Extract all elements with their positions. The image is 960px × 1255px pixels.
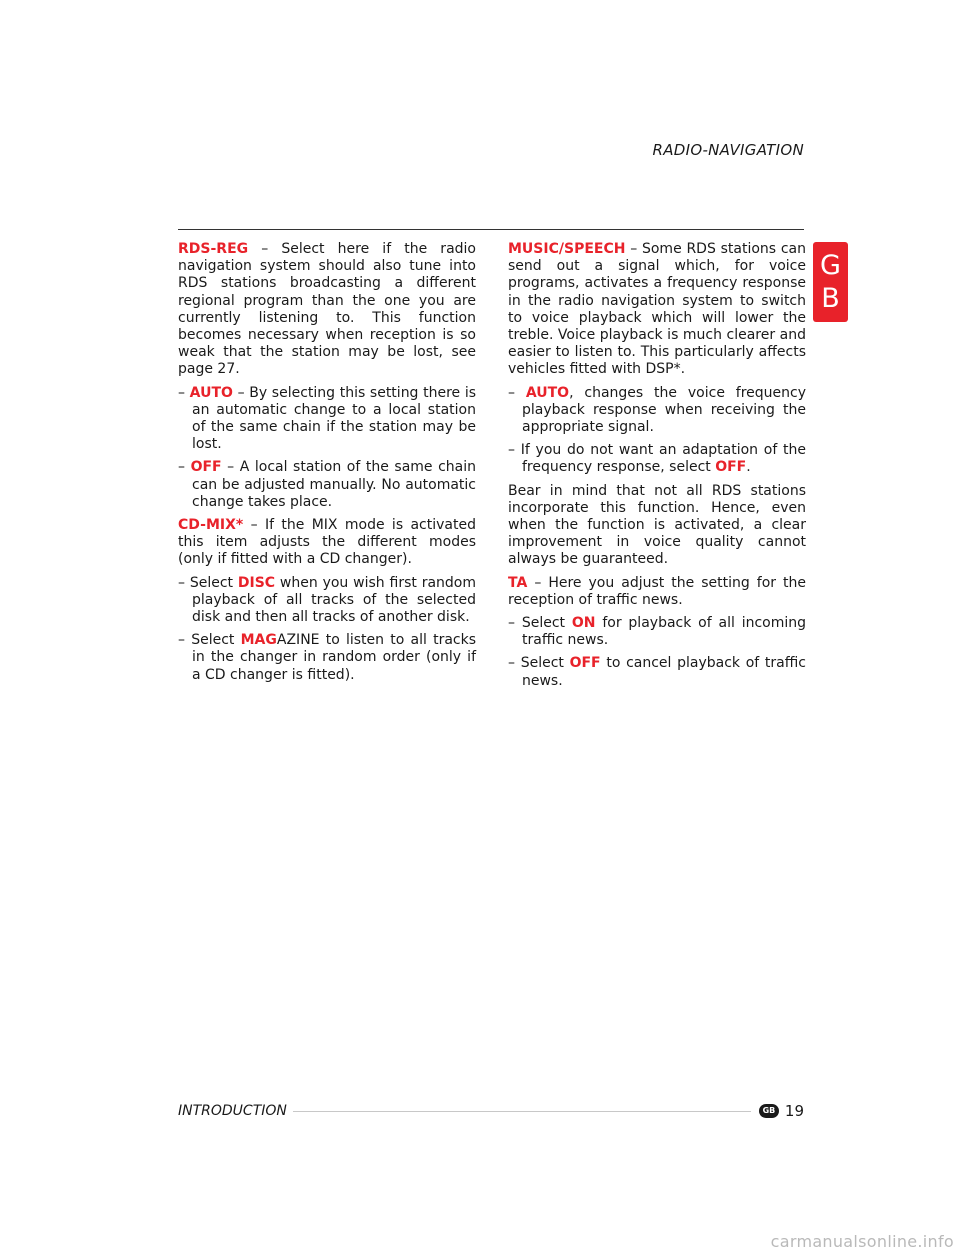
ta-text: – Here you adjust the setting for the reception of traffic news. xyxy=(508,574,806,608)
voice-off-keyword: OFF xyxy=(715,459,747,476)
voice-auto-text: , changes the voice frequency playback response when receiving the appropriate signal. xyxy=(522,384,807,436)
voice-off-suffix: . xyxy=(746,459,751,476)
voice-auto-item xyxy=(508,385,806,437)
rds-auto-item xyxy=(178,385,476,454)
cd-mix-keyword: CD-MIX* xyxy=(178,517,244,534)
rds-auto-dash: – xyxy=(178,384,190,401)
voice-off-item xyxy=(508,442,806,476)
rds-reg-text: – Select here if the radio navigation system should also tune into RDS stations broadcasting a different regional program than the one you are currently listening to. This function becomes necessary when reception is so weak that the station may be lost, see page 27. xyxy=(178,241,476,378)
rds-auto-text: – By selecting this setting there is an automatic change to a local station of the same chain if the station may be lost. xyxy=(192,384,476,453)
ta-off-item xyxy=(508,655,806,689)
running-header: RADIO-NAVIGATION xyxy=(652,141,804,159)
magazine-prefix: – Select xyxy=(178,632,241,649)
rds-off-keyword: OFF xyxy=(190,459,222,476)
rds-auto-keyword: AUTO xyxy=(189,384,233,401)
language-tab-letter-2: B xyxy=(821,283,840,314)
cd-mix-paragraph xyxy=(178,517,476,569)
voice-auto-dash: – xyxy=(508,384,526,401)
footer-section-label: INTRODUCTION xyxy=(178,1103,287,1119)
ta-off-text: to cancel playback of traffic news. xyxy=(522,655,806,689)
rds-off-text: – A local station of the same chain can be adjusted manually. No automatic change takes place. xyxy=(192,459,476,510)
left-column xyxy=(178,241,476,690)
ta-on-text: for playback of all incoming traffic news. xyxy=(522,615,807,649)
disc-prefix: – Select xyxy=(178,574,238,591)
disc-text: when you wish first random playback of all tracks of the selected disk and then all tracks of another disk. xyxy=(192,574,476,626)
language-tab xyxy=(813,242,848,322)
ta-off-prefix: – Select xyxy=(508,655,570,672)
disc-item xyxy=(178,575,476,627)
header-divider xyxy=(178,229,804,230)
watermark: carmanualsonline.info xyxy=(770,1232,954,1251)
music-speech-paragraph xyxy=(508,241,806,379)
rds-note-paragraph: Bear in mind that not all RDS stations incorporate this function. Hence, even when the function is activated, a clear improvement in voice quality cannot always be guaranteed. xyxy=(508,482,806,568)
voice-off-prefix: – If you do not want an adaptation of the frequency response, select xyxy=(508,442,806,476)
ta-paragraph xyxy=(508,575,806,609)
cd-mix-text: – If the MIX mode is activated this item adjusts the different modes (only if fitted with a CD changer). xyxy=(178,517,476,568)
disc-keyword: DISC xyxy=(237,574,276,591)
music-speech-keyword: MUSIC/SPEECH xyxy=(508,241,626,257)
ta-off-keyword: OFF xyxy=(569,655,601,672)
page-number: 19 xyxy=(784,1102,804,1120)
ta-on-item xyxy=(508,615,806,649)
music-speech-text: – Some RDS stations can send out a signal which, for voice programs, activates a frequency response in the radio navigation system to switch to voice playback which will lower the treble. Voice playback is much clearer and easier to listen to. This particularly affects vehicles fitted with DSP*. xyxy=(508,241,806,378)
rds-off-item xyxy=(178,459,476,511)
footer-divider xyxy=(293,1111,751,1112)
magazine-text: AZINE to listen to all tracks in the changer in random order (only if a CD changer is fitted). xyxy=(192,632,477,683)
magazine-item xyxy=(178,632,476,684)
ta-keyword: TA xyxy=(508,574,528,591)
rds-reg-paragraph xyxy=(178,241,476,379)
gb-badge-icon: GB xyxy=(759,1104,779,1118)
rds-reg-keyword: RDS-REG xyxy=(178,241,249,257)
magazine-keyword: MAG xyxy=(240,632,277,649)
ta-on-prefix: – Select xyxy=(508,615,572,632)
language-tab-letter-1: G xyxy=(820,250,841,281)
page-footer xyxy=(178,1101,804,1121)
rds-off-dash: – xyxy=(178,459,191,476)
ta-on-keyword: ON xyxy=(571,615,596,632)
right-column xyxy=(508,241,806,696)
voice-auto-keyword: AUTO xyxy=(525,384,570,401)
